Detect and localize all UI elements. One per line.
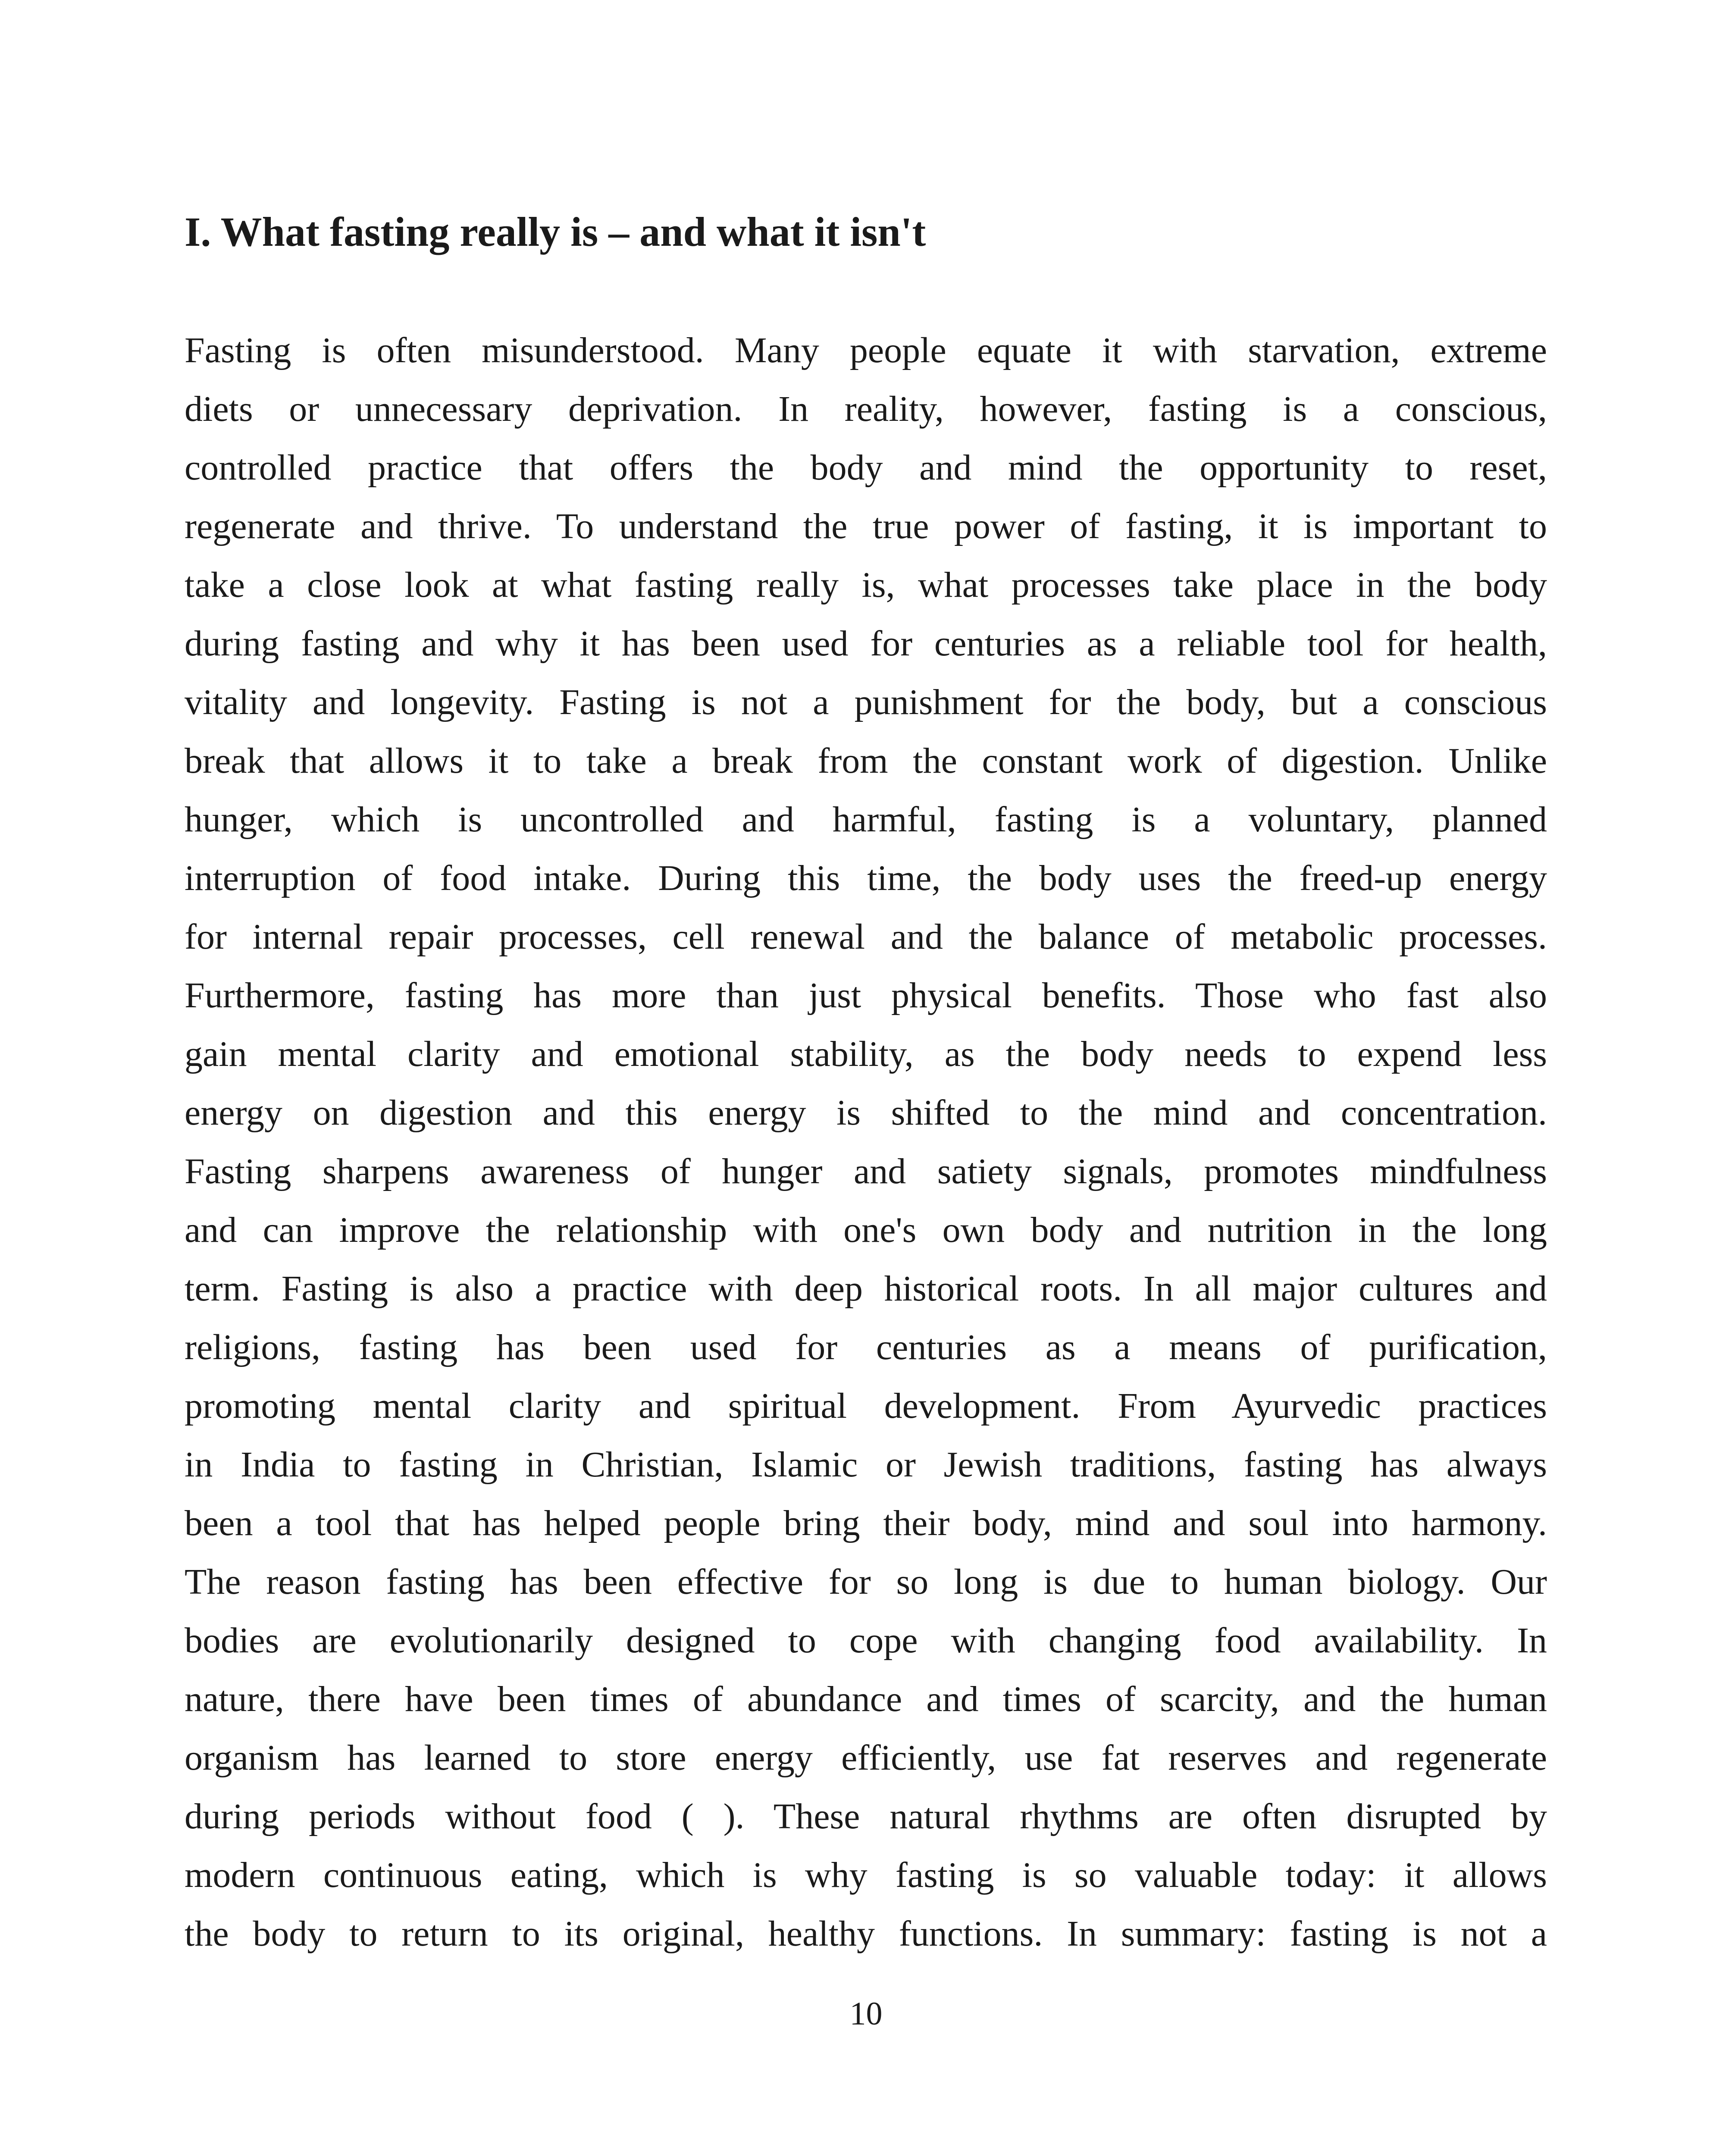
section-heading: I. What fasting really is – and what it isn't	[185, 209, 926, 255]
text-line: religions, fasting has been used for centuries as a means of purification,	[185, 1327, 1547, 1367]
text-line: vitality and longevity. Fasting is not a punishment for the body, but a conscious	[185, 682, 1547, 722]
text-line: Fasting is often misunderstood. Many people equate it with starvation, extreme	[185, 330, 1547, 370]
text-line: organism has learned to store energy efficiently, use fat reserves and regenerate	[185, 1738, 1547, 1778]
text-line: been a tool that has helped people bring their body, mind and soul into harmony.	[185, 1503, 1547, 1543]
text-line: The reason fasting has been effective for so long is due to human biology. Our	[185, 1562, 1547, 1602]
text-line: energy on digestion and this energy is shifted to the mind and concentration.	[185, 1093, 1547, 1133]
text-line: nature, there have been times of abundance and times of scarcity, and the human	[185, 1679, 1547, 1719]
text-line: the body to return to its original, healthy functions. In summary: fasting is not a	[185, 1914, 1547, 1954]
text-line: during periods without food ( ). These natural rhythms are often disrupted by	[185, 1796, 1547, 1836]
body-paragraph	[185, 321, 1547, 1963]
text-line: take a close look at what fasting really is, what processes take place in the body	[185, 565, 1547, 605]
text-line: break that allows it to take a break from the constant work of digestion. Unlike	[185, 741, 1547, 781]
text-line: for internal repair processes, cell renewal and the balance of metabolic processes.	[185, 917, 1547, 957]
text-line: hunger, which is uncontrolled and harmful, fasting is a voluntary, planned	[185, 799, 1547, 840]
text-line: in India to fasting in Christian, Islamic or Jewish traditions, fasting has always	[185, 1445, 1547, 1485]
text-line: gain mental clarity and emotional stability, as the body needs to expend less	[185, 1034, 1547, 1074]
text-line: and can improve the relationship with one's own body and nutrition in the long	[185, 1210, 1547, 1250]
text-line: modern continuous eating, which is why fasting is so valuable today: it allows	[185, 1855, 1547, 1895]
text-line: term. Fasting is also a practice with deep historical roots. In all major cultures and	[185, 1269, 1547, 1309]
text-line: diets or unnecessary deprivation. In reality, however, fasting is a conscious,	[185, 389, 1547, 429]
text-line: controlled practice that offers the body and mind the opportunity to reset,	[185, 448, 1547, 488]
page-number: 10	[849, 1996, 883, 2032]
text-line: promoting mental clarity and spiritual development. From Ayurvedic practices	[185, 1386, 1547, 1426]
text-line: bodies are evolutionarily designed to cope with changing food availability. In	[185, 1620, 1547, 1661]
text-line: regenerate and thrive. To understand the true power of fasting, it is important to	[185, 506, 1547, 546]
text-line: Fasting sharpens awareness of hunger and satiety signals, promotes mindfulness	[185, 1151, 1547, 1191]
text-line: interruption of food intake. During this time, the body uses the freed-up energy	[185, 858, 1547, 898]
text-line: during fasting and why it has been used for centuries as a reliable tool for health,	[185, 624, 1547, 664]
text-line: Furthermore, fasting has more than just physical benefits. Those who fast also	[185, 975, 1547, 1015]
